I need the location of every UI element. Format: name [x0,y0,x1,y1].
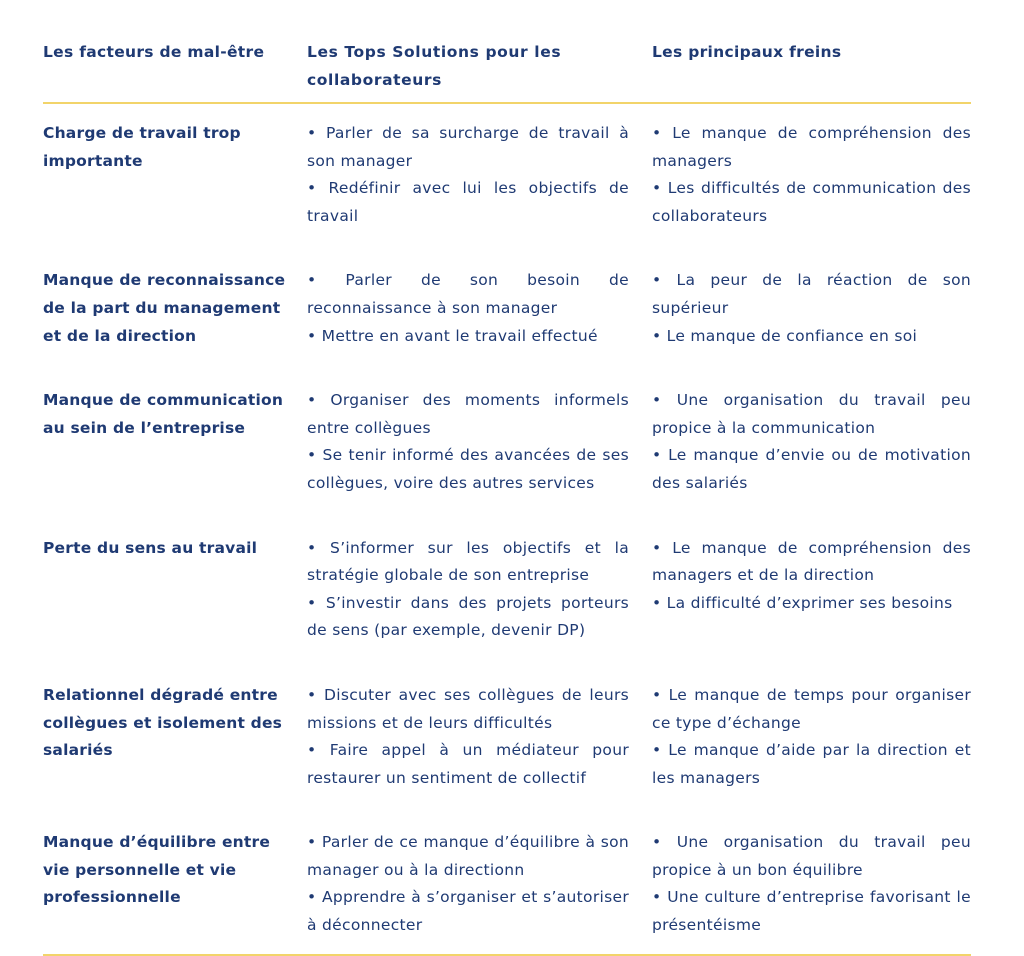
solutions-cell [307,267,652,350]
obstacle-item: • Le manque de compréhension des managers [652,124,971,170]
header-solutions: Les Tops Solutions pour les collaborateurs [307,43,562,89]
solution-item: • S’informer sur les objectifs et la stratégie globale de son entreprise [307,538,629,585]
solution-item: • Faire appel à un médiateur pour restaurer un sentiment de collectif [307,741,629,787]
obstacle-item: • Le manque d’envie ou de motivation des salariés [652,446,971,492]
solution-item: • Se tenir informé des avancées de ses collègues, voire des autres services [307,446,629,492]
solution-item: • Parler de sa surcharge de travail à son manager [307,124,629,170]
factor-cell: Manque d’équilibre entre vie personnelle et vie professionnelle [43,833,271,907]
table-row [43,519,971,666]
factor-cell: Perte du sens au travail [43,538,258,557]
solutions-cell [307,120,652,230]
obstacle-item: • Une organisation du travail peu propice à la communication [652,391,971,437]
factor-cell: Manque de reconnaissance de la part du management et de la direction [43,271,286,345]
solutions-cell [307,387,652,497]
obstacle-item: • La peur de la réaction de son supérieur [652,271,971,317]
table-row [43,251,971,371]
solution-item: • Organiser des moments informels entre collègues [307,391,629,437]
solution-item: • Mettre en avant le travail effectué [307,326,598,345]
table-row [43,813,971,951]
factor-cell: Relationnel dégradé entre collègues et isolement des salariés [43,685,283,760]
solutions-cell [307,535,652,645]
obstacle-item: • La difficulté d’exprimer ses besoins [652,593,953,612]
solution-item: • Redéfinir avec lui les objectifs de travail [307,179,629,225]
obstacle-item: • Le manque de confiance en soi [652,326,918,345]
table-header-row [43,38,971,94]
solutions-cell [307,682,652,792]
header-factors: Les facteurs de mal-être [43,43,265,61]
bottom-divider [43,954,971,956]
table-body [43,104,971,952]
solution-item: • Apprendre à s’organiser et s’autoriser à déconnecter [307,888,629,935]
obstacles-cell [652,267,971,350]
obstacles-cell [652,120,971,230]
solutions-cell [307,829,652,939]
solution-item: • S’investir dans des projets porteurs de sens (par exemple, devenir DP) [307,593,629,640]
obstacles-cell [652,387,971,497]
table-row [43,666,971,813]
solution-item: • Parler de son besoin de reconnaissance à son manager [307,271,629,317]
obstacle-item: • Une culture d’entreprise favorisant le présentéisme [652,888,971,935]
obstacle-item: • Le manque de temps pour organiser ce type d’échange [652,685,971,732]
table-row [43,371,971,518]
factor-cell: Manque de communication au sein de l’entreprise [43,391,284,437]
wellbeing-table [43,38,971,956]
factor-cell: Charge de travail trop importante [43,124,241,170]
obstacles-cell [652,682,971,792]
solution-item: • Discuter avec ses collègues de leurs missions et de leurs difficultés [307,685,629,732]
obstacle-item: • Les difficultés de communication des collaborateurs [652,179,971,225]
obstacles-cell [652,829,971,939]
obstacles-cell [652,535,971,645]
obstacle-item: • Une organisation du travail peu propice à un bon équilibre [652,833,971,879]
table-row [43,104,971,251]
header-obstacles: Les principaux freins [652,43,842,61]
solution-item: • Parler de ce manque d’équilibre à son manager ou à la directionn [307,833,629,879]
obstacle-item: • Le manque d’aide par la direction et les managers [652,741,971,787]
obstacle-item: • Le manque de compréhension des managers et de la direction [652,538,971,585]
